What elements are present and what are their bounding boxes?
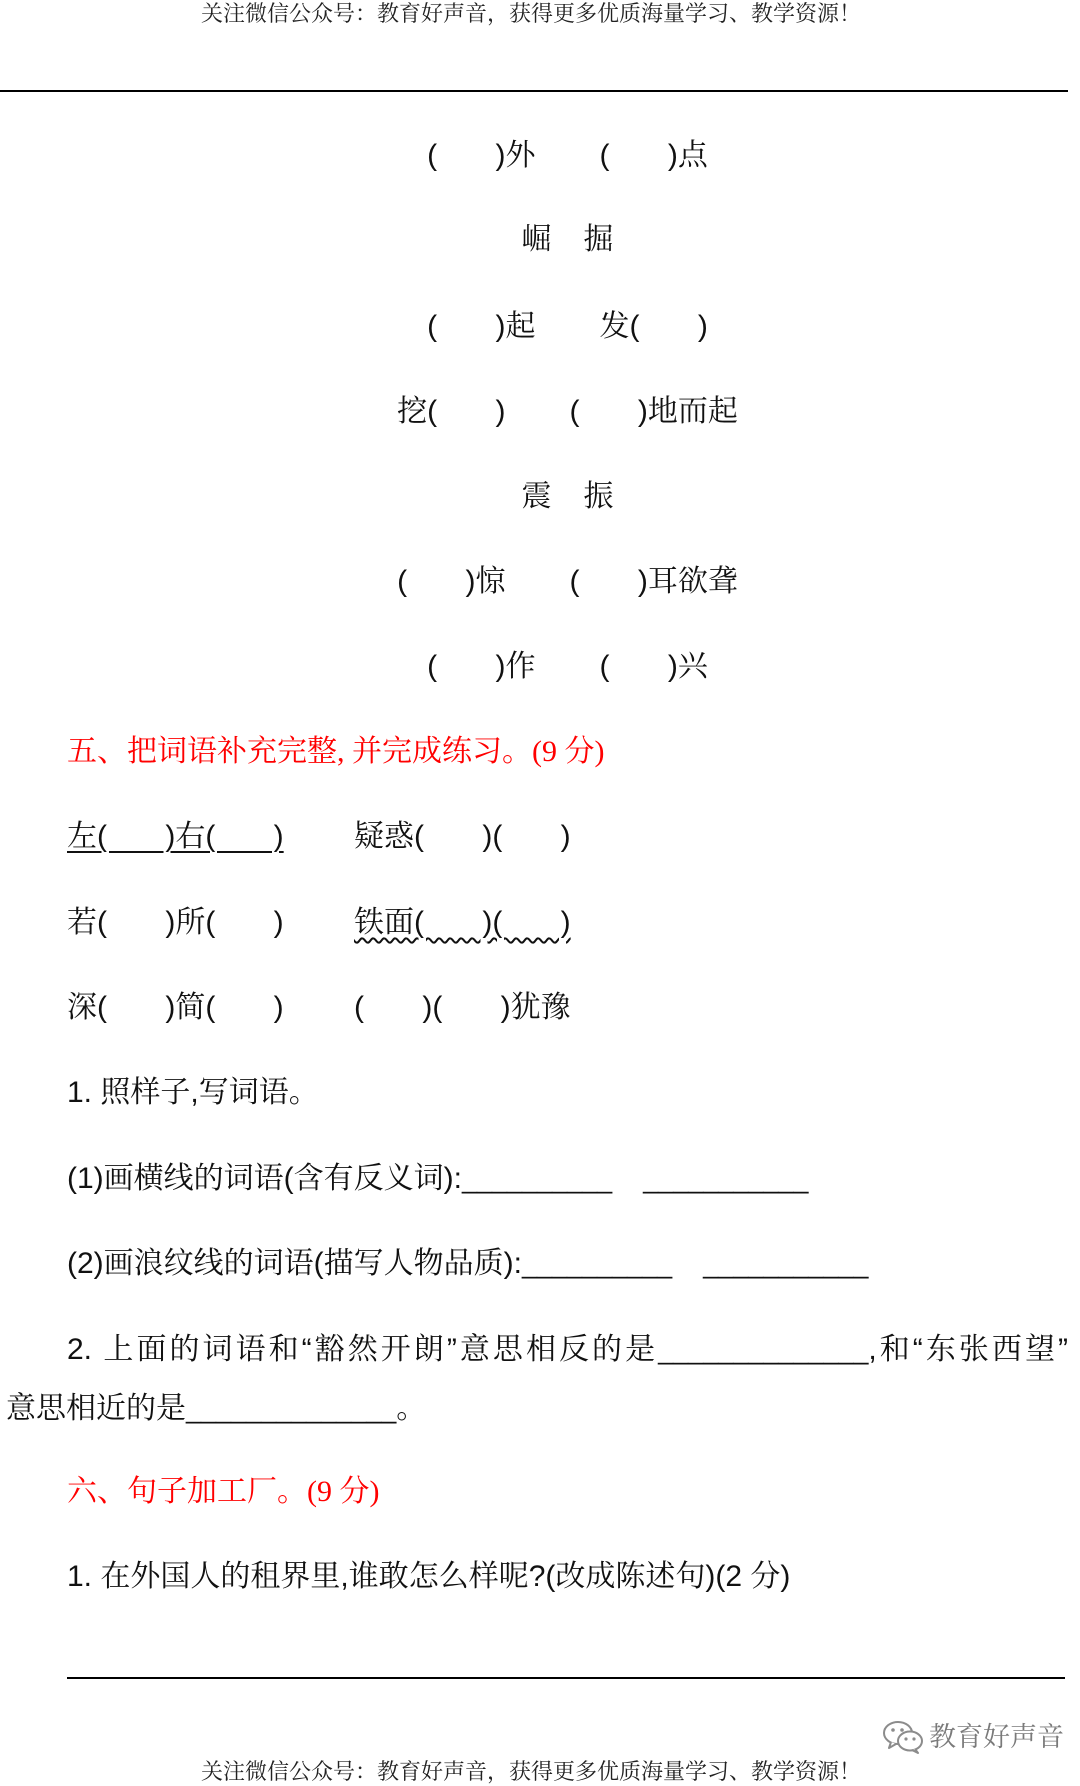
idiom-column [67, 817, 354, 857]
answer-line-row [67, 1244, 868, 1284]
idiom-row [67, 988, 571, 1028]
footer-notice: 关注微信公众号：教育好声音，获得更多优质海量学习、教学资源！ [200, 1759, 861, 1784]
idiom-row [67, 817, 571, 857]
answer-blank: ______________ [186, 1394, 397, 1424]
word-fill-row [67, 307, 1068, 347]
idiom-item: 疑惑( )( ) [354, 820, 571, 853]
word-fill-row [67, 562, 1068, 602]
question-text: 意思相近的是 [6, 1392, 186, 1425]
char-option: 掘 [583, 223, 614, 256]
word-fill-item: ( )兴 [599, 650, 708, 683]
answer-blank: ___________ [643, 1164, 809, 1194]
idiom-column [67, 988, 354, 1028]
word-fill-item: ( )点 [599, 139, 708, 172]
answer-writing-line [67, 1677, 1065, 1679]
answer-blank: ___________ [703, 1249, 869, 1279]
char-option: 振 [583, 480, 614, 513]
wechat-icon [882, 1720, 924, 1754]
word-fill-item: ( )作 [427, 650, 536, 683]
word-fill-item: ( )惊 [397, 565, 506, 598]
answer-blank: __________ [521, 1249, 673, 1279]
question-label: (1)画横线的词语(含有反义词): [67, 1162, 462, 1195]
word-fill-item: ( )起 [427, 310, 536, 343]
word-fill-item: 发( ) [599, 310, 708, 343]
char-pair-row [67, 220, 1068, 260]
section5-title: 五、把词语补充完整, 并完成练习。(9 分) [67, 735, 605, 768]
watermark [882, 1719, 1064, 1755]
word-fill-item: ( )耳欲聋 [569, 565, 738, 598]
question-prompt: 1. 照样子,写词语。 [67, 1076, 319, 1109]
char-option: 震 [521, 480, 552, 513]
question-text: 。 [396, 1392, 427, 1425]
idiom-item: 若( )所( ) [67, 906, 284, 939]
answer-line-row [67, 1159, 808, 1199]
question2-line1 [67, 1330, 1068, 1370]
answer-blank: __________ [461, 1164, 613, 1194]
word-fill-item: ( )地而起 [569, 395, 738, 428]
idiom-wavy-underlined: 铁面( )( ) [354, 906, 571, 939]
watermark-text: 教育好声音 [929, 1722, 1064, 1752]
question-text: 2. 上面的词语和“豁然开朗”意思相反的是 [67, 1333, 659, 1366]
idiom-row [67, 903, 571, 943]
word-fill-row [67, 136, 1068, 176]
header-notice: 关注微信公众号：教育好声音，获得更多优质海量学习、教学资源！ [200, 1, 861, 26]
idiom-item: ( )( )犹豫 [354, 991, 571, 1024]
word-fill-item: 挖( ) [397, 395, 506, 428]
char-pair-row [67, 477, 1068, 517]
header-divider [0, 90, 1068, 92]
question-prompt: 1. 在外国人的租界里,谁敢怎么样呢?(改成陈述句)(2 分) [67, 1560, 791, 1593]
idiom-column [67, 903, 354, 943]
char-option: 崛 [521, 223, 552, 256]
word-fill-row [67, 647, 1068, 687]
section6-title: 六、句子加工厂。(9 分) [67, 1475, 380, 1508]
word-fill-item: ( )外 [427, 139, 536, 172]
word-fill-row [67, 392, 1068, 432]
question-text: ,和“东张西望” [868, 1333, 1068, 1366]
answer-blank: ______________ [658, 1335, 869, 1365]
idiom-item: 深( )简( ) [67, 991, 284, 1024]
question2-line2 [6, 1389, 426, 1429]
idiom-underlined: 左( )右( ) [67, 820, 284, 853]
question-label: (2)画浪纹线的词语(描写人物品质): [67, 1247, 522, 1280]
